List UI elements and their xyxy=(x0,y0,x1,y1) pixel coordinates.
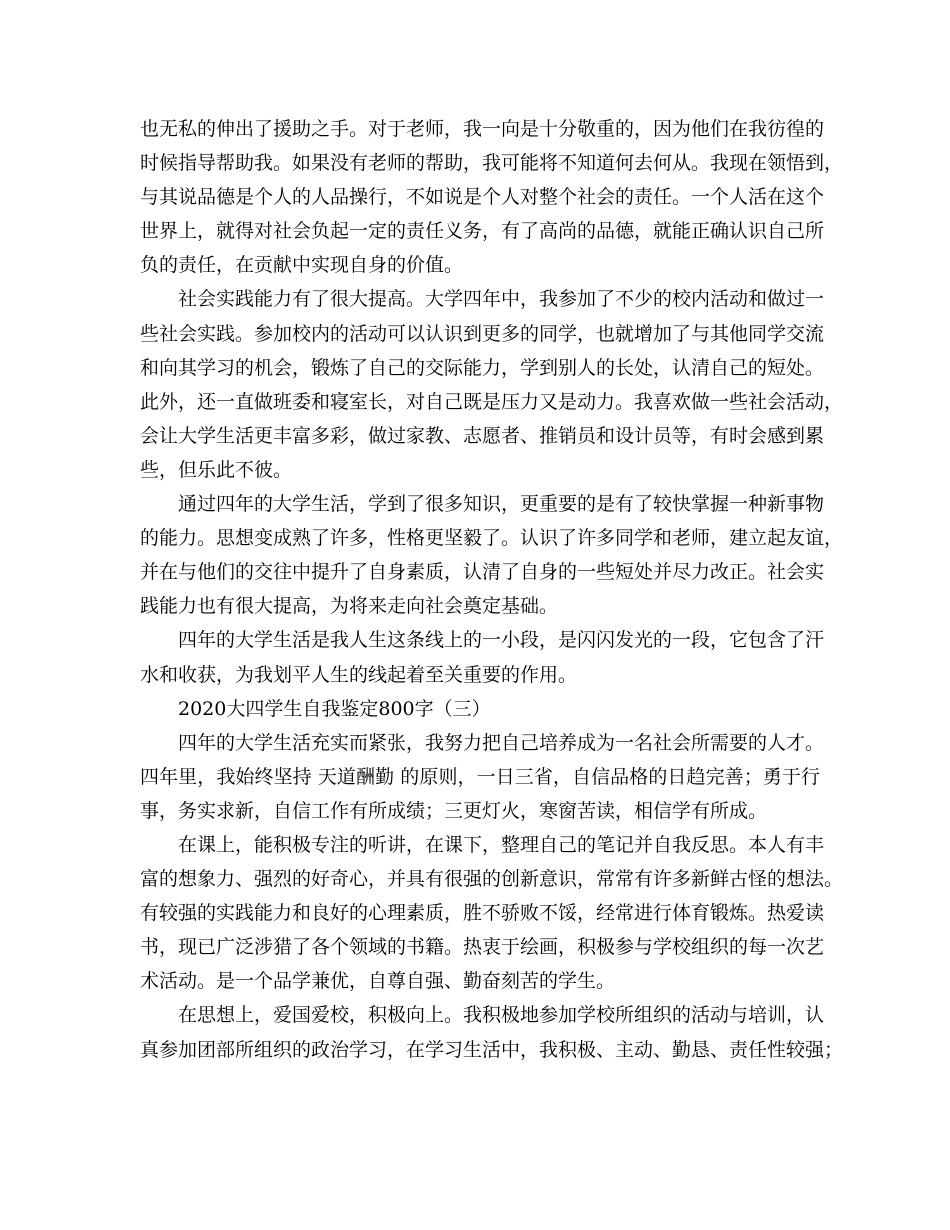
text-line: 世界上，就得对社会负起一定的责任义务，有了高尚的品德，就能正确认识自己所 xyxy=(140,220,825,243)
document-body xyxy=(140,112,844,1067)
text-line: 时候指导帮助我。如果没有老师的帮助，我可能将不知道何去何从。我现在领悟到， xyxy=(140,152,844,175)
text-line: 术活动。是一个品学兼优，自尊自强、勤奋刻苦的学生。 xyxy=(140,970,616,993)
text-line: 四年里，我始终坚持 天道酬勤 的原则，一日三省，自信品格的日趋完善；勇于行 xyxy=(140,765,820,788)
text-line: 通过四年的大学生活，学到了很多知识，更重要的是有了较快掌握一种新事物 xyxy=(178,493,825,516)
text-line: 富的想象力、强烈的好奇心，并具有很强的创新意识，常常有许多新鲜古怪的想法。 xyxy=(140,868,844,891)
text-line: 四年的大学生活是我人生这条线上的一小段，是闪闪发光的一段，它包含了汗 xyxy=(178,629,825,652)
text-line: 在课上，能积极专注的听讲，在课下，整理自己的笔记并自我反思。本人有丰 xyxy=(178,833,825,856)
text-line: 事，务实求新，自信工作有所成绩；三更灯火，寒窗苦读，相信学有所成。 xyxy=(140,799,768,822)
text-line: 些，但乐此不彼。 xyxy=(140,458,293,481)
text-line: 水和收获，为我划平人生的线起着至关重要的作用。 xyxy=(140,663,578,686)
text-line: 些社会实践。参加校内的活动可以认识到更多的同学，也就增加了与其他同学交流 xyxy=(140,322,825,345)
text-line: 践能力也有很大提高，为将来走向社会奠定基础。 xyxy=(140,595,559,618)
text-line: 2020大四学生自我鉴定800字（三） xyxy=(178,697,491,720)
text-line: 社会实践能力有了很大提高。大学四年中，我参加了不少的校内活动和做过一 xyxy=(178,288,825,311)
text-line: 也无私的伸出了援助之手。对于老师，我一向是十分敬重的，因为他们在我彷徨的 xyxy=(140,118,825,140)
text-line: 的能力。思想变成熟了许多，性格更坚毅了。认识了许多同学和老师，建立起友谊， xyxy=(140,527,844,550)
text-line: 在思想上，爱国爱校，积极向上。我积极地参加学校所组织的活动与培训，认 xyxy=(178,1004,825,1027)
text-line: 四年的大学生活充实而紧张，我努力把自己培养成为一名社会所需要的人才。 xyxy=(178,731,825,754)
text-line: 真参加团部所组织的政治学习，在学习生活中，我积极、主动、勤恳、责任性较强； xyxy=(140,1038,844,1061)
text-line: 此外，还一直做班委和寝室长，对自己既是压力又是动力。我喜欢做一些社会活动， xyxy=(140,390,844,413)
text-line: 负的责任，在贡献中实现自身的价值。 xyxy=(140,254,464,277)
text-line: 会让大学生活更丰富多彩，做过家教、志愿者、推销员和设计员等，有时会感到累 xyxy=(140,424,825,447)
text-line: 书，现已广泛涉猎了各个领域的书籍。热衷于绘画，积极参与学校组织的每一次艺 xyxy=(140,936,825,959)
text-line: 并在与他们的交往中提升了自身素质，认清了自身的一些短处并尽力改正。社会实 xyxy=(140,561,825,584)
text-line: 和向其学习的机会，锻炼了自己的交际能力，学到别人的长处，认清自己的短处。 xyxy=(140,356,825,379)
text-line: 有较强的实践能力和良好的心理素质，胜不骄败不馁，经常进行体育锻炼。热爱读 xyxy=(140,902,825,925)
text-line: 与其说品德是个人的人品操行，不如说是个人对整个社会的责任。一个人活在这个 xyxy=(140,186,825,209)
